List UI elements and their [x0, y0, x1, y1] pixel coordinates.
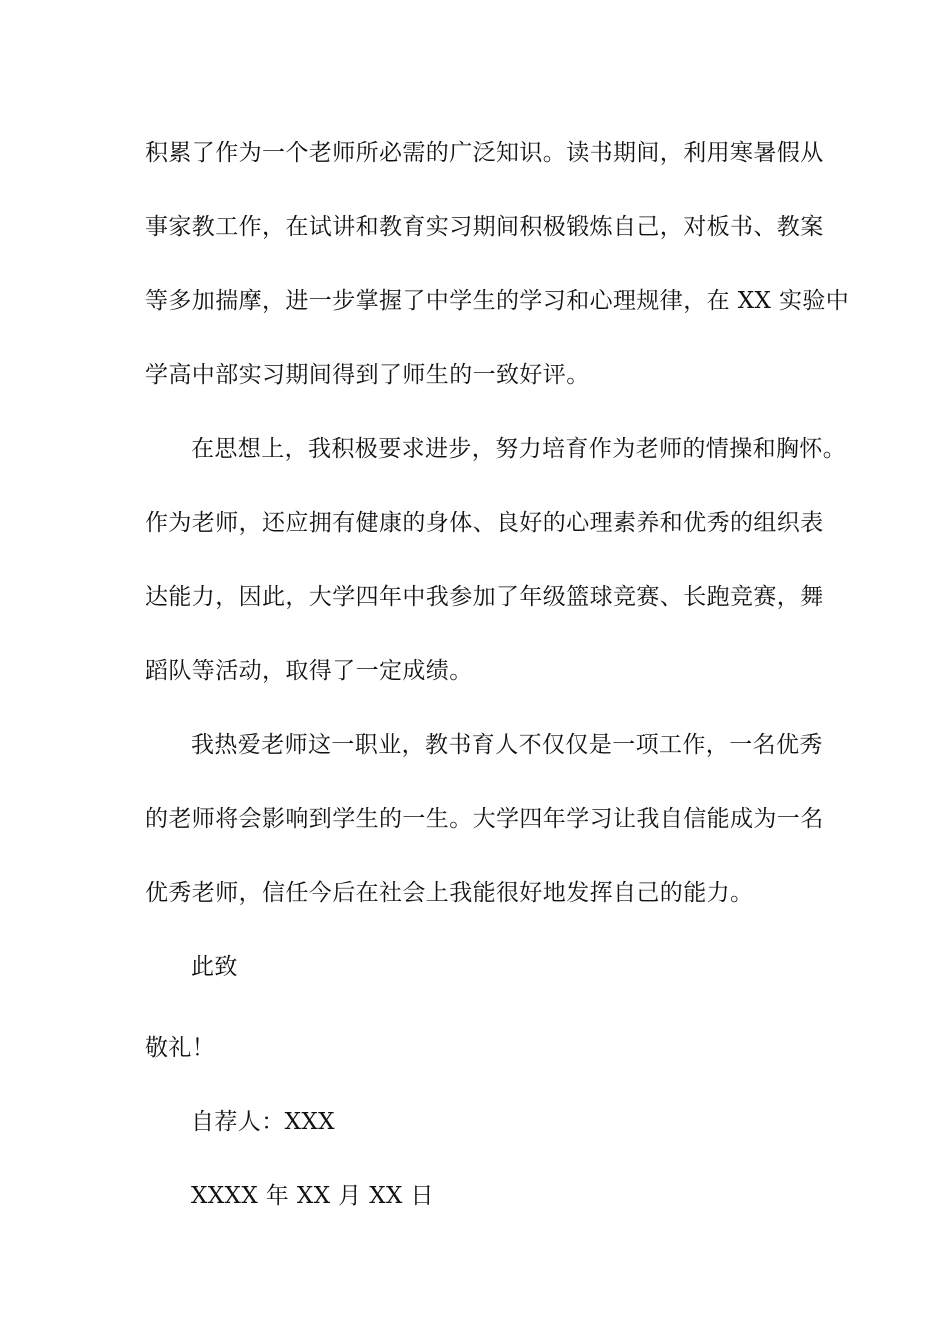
- body-text-line: 作为老师，还应拥有健康的身体、良好的心理素养和优秀的组织表: [145, 510, 824, 536]
- body-text-line: 的老师将会影响到学生的一生。大学四年学习让我自信能成为一名: [145, 806, 824, 832]
- body-text-line: 等多加揣摩，进一步掌握了中学生的学习和心理规律，在 XX 实验中: [145, 288, 850, 314]
- body-text-line: 积累了作为一个老师所必需的广泛知识。读书期间，利用寒暑假从: [145, 140, 824, 166]
- body-text-line: 达能力，因此，大学四年中我参加了年级篮球竞赛、长跑竞赛，舞: [145, 584, 824, 610]
- salutation-line: 敬礼！: [145, 1035, 216, 1061]
- body-text-line: 优秀老师，信任今后在社会上我能很好地发挥自己的能力。: [145, 880, 754, 906]
- closing-line: 此致: [191, 954, 238, 980]
- body-text-line: 蹈队等活动，取得了一定成绩。: [145, 658, 473, 684]
- body-text-line: 学高中部实习期间得到了师生的一致好评。: [145, 362, 590, 388]
- date-line: XXXX 年 XX 月 XX 日: [191, 1183, 434, 1209]
- body-text-line: 事家教工作，在试讲和教育实习期间积极锻炼自己，对板书、教案: [145, 214, 824, 240]
- paragraph-start-line: 在思想上，我积极要求进步，努力培育作为老师的情操和胸怀。: [191, 436, 847, 462]
- signature-line: 自荐人：XXX: [191, 1109, 335, 1135]
- paragraph-start-line: 我热爱老师这一职业，教书育人不仅仅是一项工作，一名优秀: [191, 732, 823, 758]
